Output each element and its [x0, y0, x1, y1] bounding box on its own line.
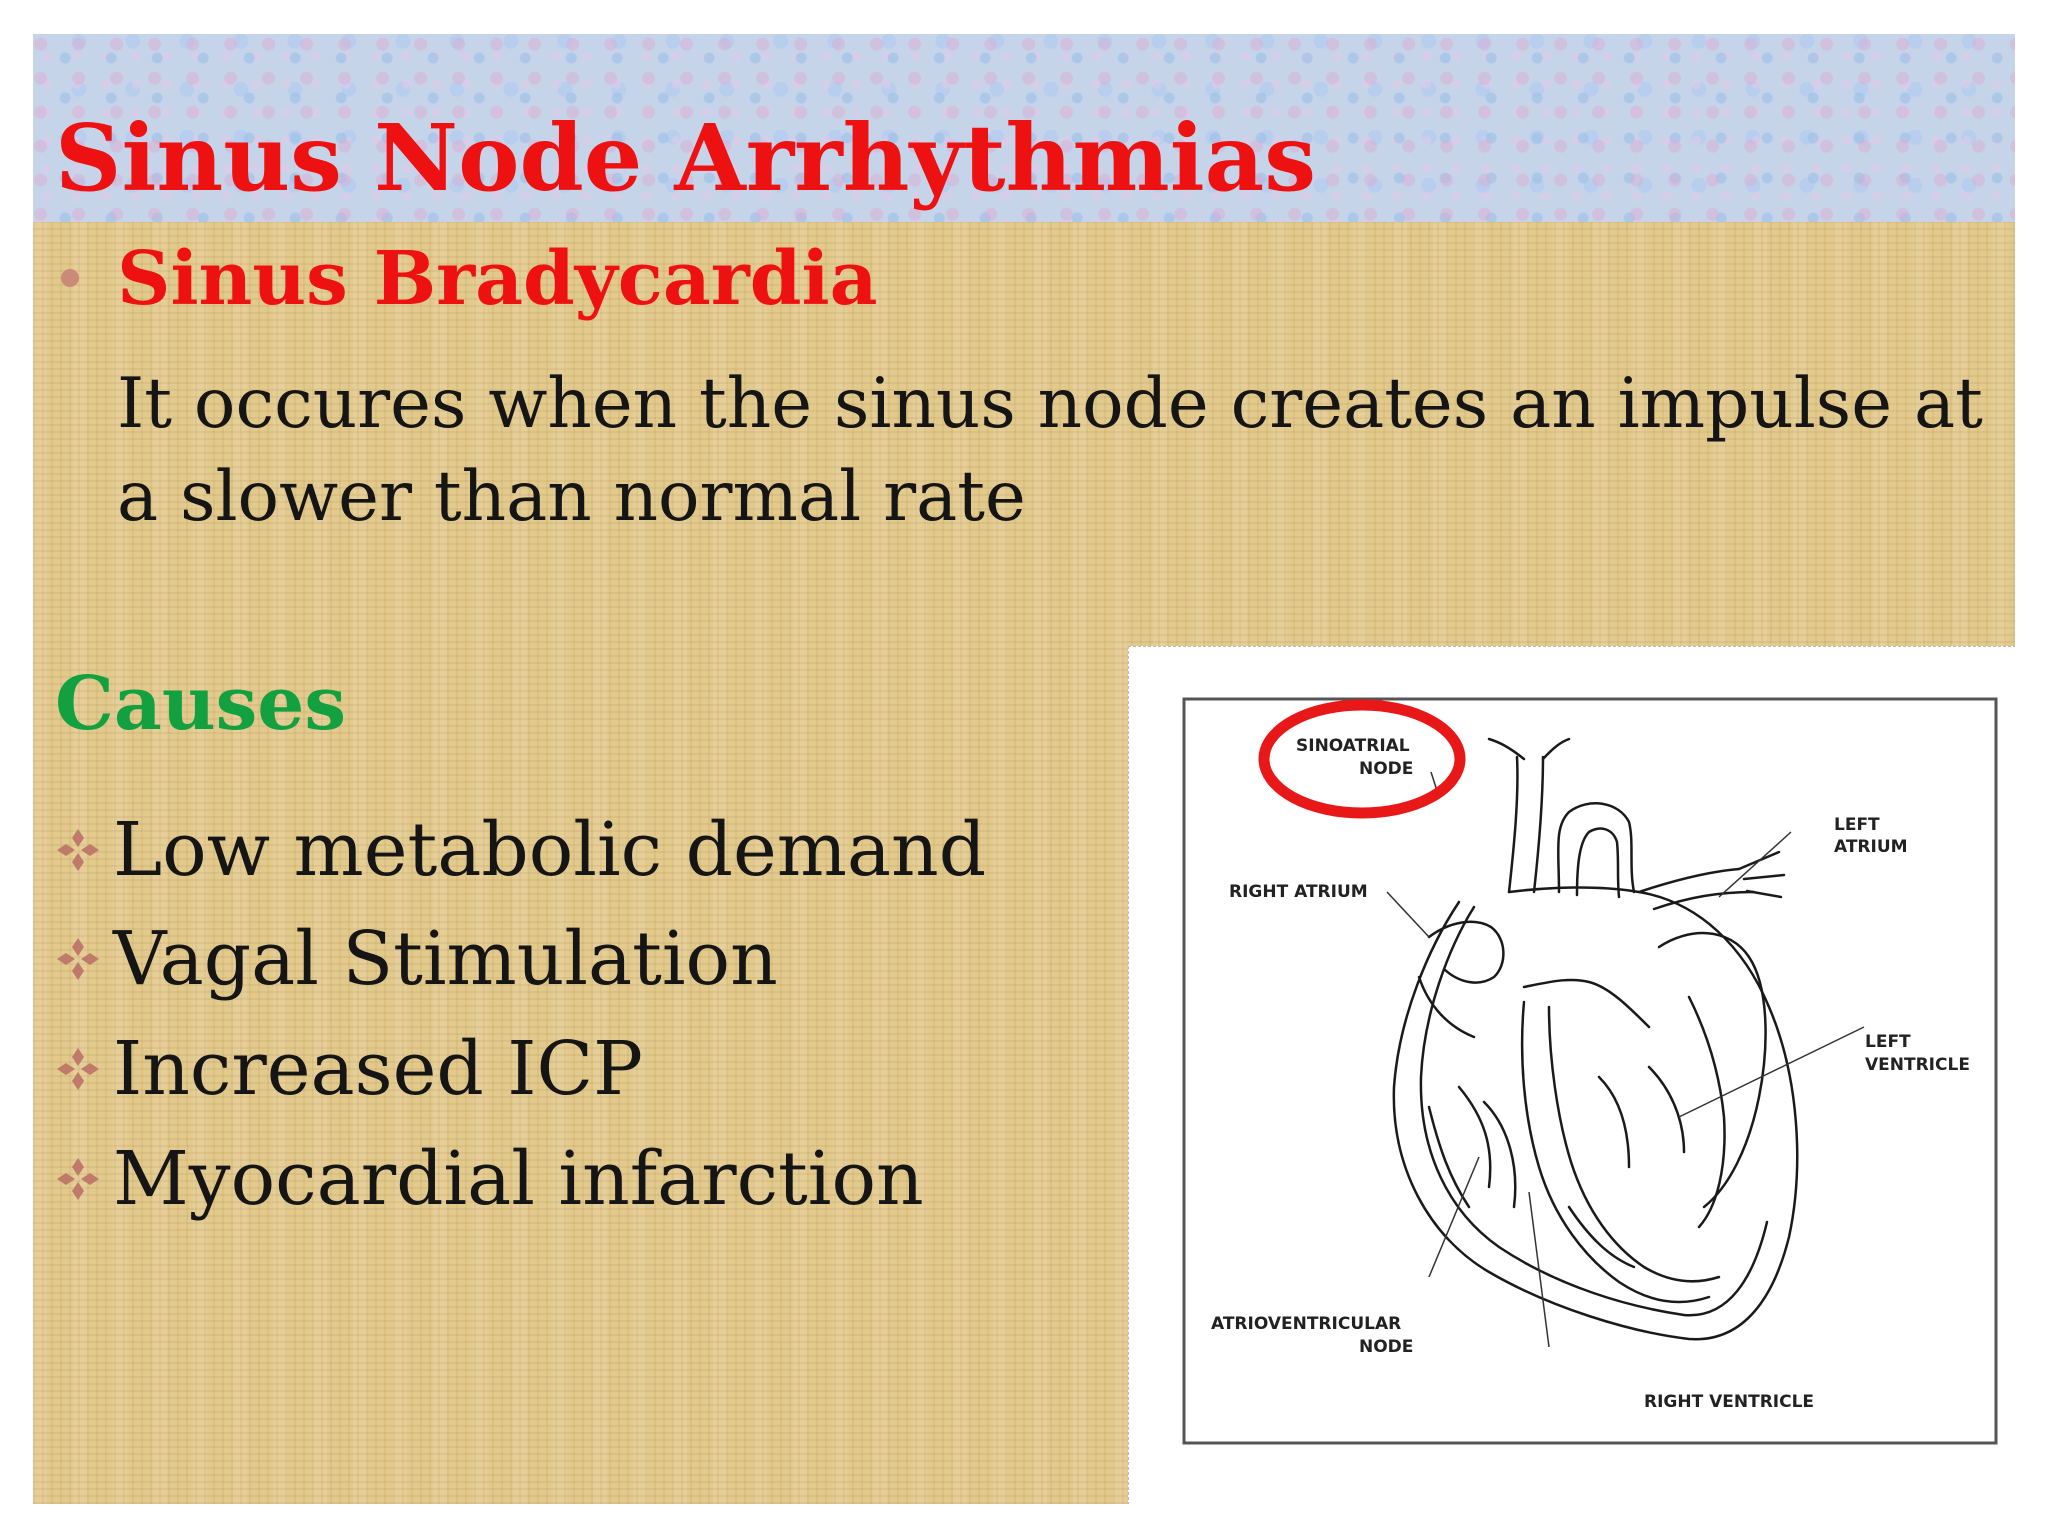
causes-heading: Causes	[55, 661, 347, 747]
cause-item	[53, 914, 778, 1004]
slide-title: Sinus Node Arrhythmias	[55, 104, 1317, 212]
label-sinoatrial-node-2: NODE	[1359, 759, 1414, 779]
diamond-bullet-icon	[53, 1154, 103, 1204]
label-left-ventricle-2: VENTRICLE	[1865, 1055, 1970, 1075]
label-av-node-2: NODE	[1359, 1337, 1414, 1357]
label-left-ventricle: LEFT	[1865, 1032, 1911, 1052]
diamond-bullet-icon	[53, 934, 103, 984]
cause-item	[53, 805, 986, 895]
subtopic-heading: Sinus Bradycardia	[117, 236, 878, 322]
cause-text: Increased ICP	[113, 1026, 643, 1112]
cause-text: Myocardial infarction	[113, 1136, 924, 1222]
cause-item	[53, 1024, 643, 1114]
diamond-bullet-icon	[53, 825, 103, 875]
subtopic-description: It occures when the sinus node creates an impulse at a slower than normal rate	[117, 364, 1983, 537]
cause-text: Vagal Stimulation	[113, 916, 778, 1002]
label-av-node: ATRIOVENTRICULAR	[1211, 1314, 1402, 1334]
label-left-atrium: LEFT	[1834, 815, 1880, 835]
heart-figure-panel	[1128, 646, 2015, 1504]
cause-item	[53, 1134, 924, 1224]
heart-conduction-diagram	[1129, 647, 2015, 1504]
label-right-atrium: RIGHT ATRIUM	[1229, 882, 1368, 902]
label-sinoatrial-node: SINOATRIAL	[1296, 736, 1410, 756]
bullet-dot-icon	[61, 269, 79, 287]
cause-text: Low metabolic demand	[113, 807, 987, 893]
label-left-atrium-2: ATRIUM	[1834, 837, 1908, 857]
slide	[33, 34, 2015, 1504]
diamond-bullet-icon	[53, 1044, 103, 1094]
label-right-ventricle: RIGHT VENTRICLE	[1644, 1392, 1815, 1412]
